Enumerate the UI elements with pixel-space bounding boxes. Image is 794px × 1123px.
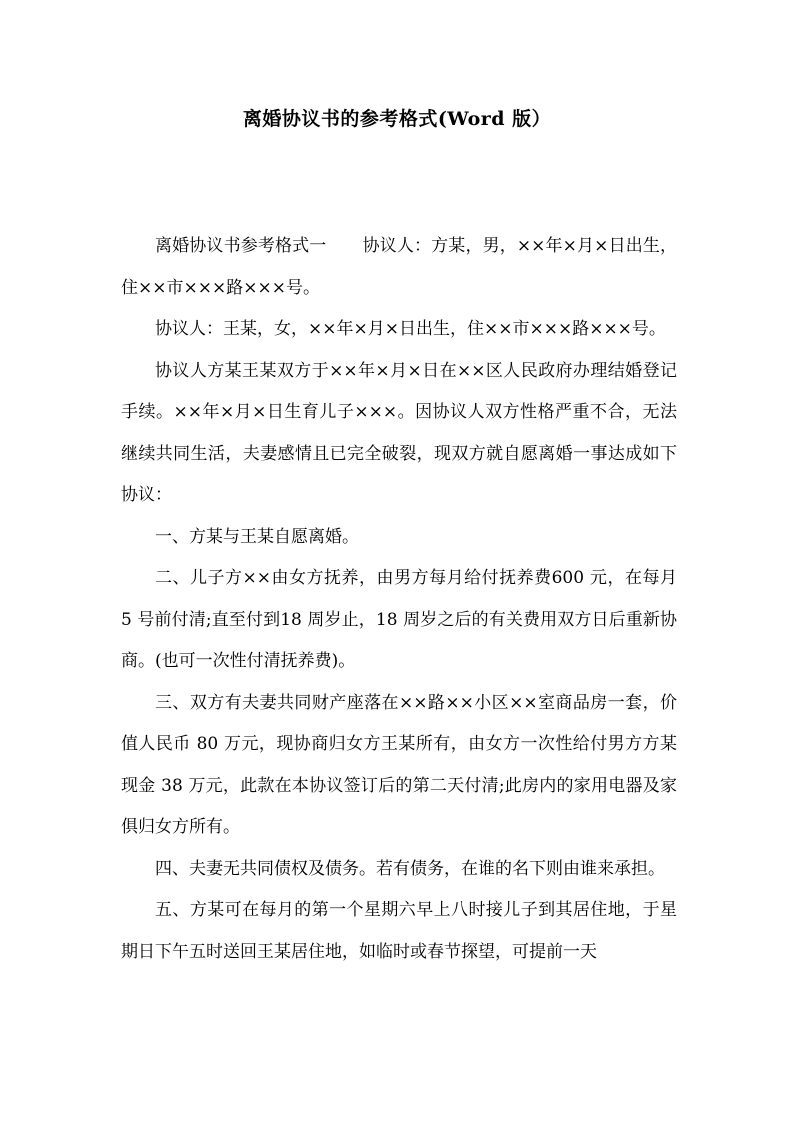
clause-4: 四、夫妻无共同债权及债务。若有债务，在谁的名下则由谁来承担。 [155, 858, 665, 879]
clause-3: 三、双方有夫妻共同财产座落在××路××小区××室商品房一套，价值人民币 80 万元，现协商归女方王某所有，由女方一次性给付男方方某现金 38 万元，此款在本协议签订后的第二天付清;此房内的家用电器及家俱归女方所有。 [121, 692, 677, 837]
paragraph-background: 协议人方某王某双方于××年×月×日在××区人民政府办理结婚登记手续。××年×月×日生育儿子×××。因协议人双方性格严重不合，无法继续共同生活，夫妻感情且已完全破裂，现双方就自愿离婚一事达成如下协议： [121, 360, 677, 505]
format-heading-label: 离婚协议书参考格式一 [155, 236, 327, 256]
document-body [121, 226, 677, 973]
paragraph-text: 协议人：方某，男，××年×月×日出生，住××市×××路×××号。 [121, 236, 677, 298]
clause-5: 五、方某可在每月的第一个星期六早上八时接儿子到其居住地，于星期日下午五时送回王某居住地，如临时或春节探望，可提前一天 [121, 900, 677, 962]
clause-2: 二、儿子方××由女方抚养，由男方每月给付抚养费600 元，在每月 5 号前付清;直至付到18 周岁止，18 周岁之后的有关费用双方日后重新协商。(也可一次性付清抚养费)。 [121, 568, 677, 671]
paragraph-first-party [121, 226, 677, 309]
paragraph-second-party: 协议人：王某，女，××年×月×日出生，住××市×××路×××号。 [155, 319, 666, 339]
clause-1: 一、方某与王某自愿离婚。 [155, 526, 359, 547]
document-title: 离婚协议书的参考格式(Word 版） [242, 108, 552, 130]
